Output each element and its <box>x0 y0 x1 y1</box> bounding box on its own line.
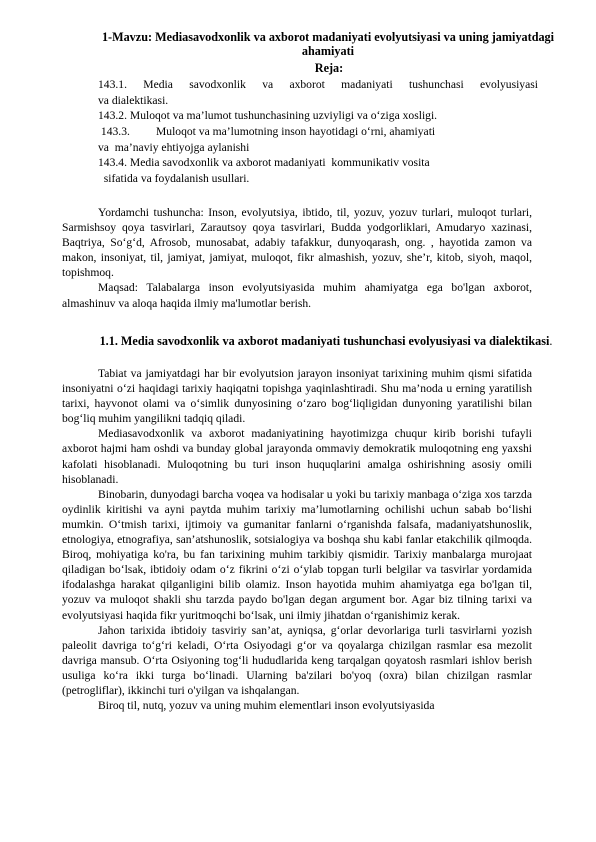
plan-item-3: 143.3. Muloqot va ma’lumotning inson hayotidagi o‘rni, ahamiyati <box>98 125 436 139</box>
document-title: 1-Mavzu: Mediasavodxonlik va axborot madaniyati evolyutsiyasi va uning jamiyatdagi ahamiyati <box>101 30 555 58</box>
section-title <box>96 334 556 348</box>
plan-list <box>98 77 538 187</box>
plan-heading: Reja: <box>314 61 344 75</box>
plan-item-4-cont: sifatida va foydalanish usullari. <box>98 172 250 186</box>
body-paragraph-1: Tabiat va jamiyatdagi har bir evolyutsion jarayon insoniyat tarixining muhim qismi sifatida insoniyatni o‘zi haqidagi tarixiy haqiqatni topishga yaqinlashtiradi. Shu ma’noda u erning yaratilish tarixi, hayvonot olami va o‘simlik dunyosining o‘zaro bog‘liqligidan dunyoning yaratilishi bilan bog‘liq muhim yangilikni tadqiq qiladi. <box>62 367 532 426</box>
plan-item-2: 143.2. Muloqot va ma’lumot tushunchasining uzviyligi va o‘ziga xosligi. <box>98 109 438 123</box>
section-title-dot: . <box>549 334 553 348</box>
auxiliary-section <box>62 205 532 311</box>
section-title-text: 1.1. Media savodxonlik va axborot madaniyati tushunchasi evolyusiyasi va dialektikasi <box>99 334 550 348</box>
body-paragraph-4: Jahon tarixida ibtidoiy tasviriy san’at, ayniqsa, g‘orlar devorlariga turli tasvirlarni yozish paleolit davriga to‘g‘ri keladi, O‘rta Osiyodagi g‘or va qoyalarga chizilgan rasmlar esa mezolit davriga mansub. O‘rta Osiyoning tog‘li hududlarida keng tarqalgan qoyatosh rasmlari ishlov berish usuliga ko‘ra ikki turga bo‘linadi. Ularning ba'zilari bo'yoq (oxra) bilan chizilgan rasmlar (petrogliflar), ikkinchi turi o'yilgan va ishqalangan. <box>62 623 532 697</box>
section-body <box>62 366 532 713</box>
body-paragraph-3: Binobarin, dunyodagi barcha voqea va hodisalar u yoki bu tarixiy manbaga o‘ziga xos tarzda oydinlik kiritishi va ayni paytda muhim tarixiy ma’lumotlarning ochilishi uchun sabab bo‘lishi mumkin. O‘tmish tarixi, ijtimoiy va gumanitar fanlarni o‘rganishda falsafa, madaniyatshunoslik, etnologiya, etnografiya, san’atshunoslik, sotsialogiya va boshqa shu kabi fanlar etakchilik qilmoqda. Biroq, mohiyatiga ko'ra, bu fan tarixining muhim tarkibiy qismidir. Tarixiy manbalarga murojaat qiladigan bo‘lsak, ibtidoiy odam o‘z fikrini o‘zi o‘ylab topgan turli belgilar va tasvirlar yordamida ifodalashga harakat qilganligini bilib olamiz. Inson hayotida muhim ahamiyatga ega bo'lgan til, yozuv va muloqot shakli shu tarzda paydo bo'lgan degan argument bor. Agar biz tilning tarixi va evolyutsiyasi haqida fikr yuritmoqchi bo‘lsak, uni ilmiy jihatdan o‘rganishimiz kerak. <box>62 487 532 622</box>
body-paragraph-5: Biroq til, nutq, yozuv va uning muhim elementlari inson evolyutsiyasida <box>98 699 435 713</box>
plan-item-4: 143.4. Media savodxonlik va axborot madaniyati kommunikativ vosita <box>98 156 430 170</box>
plan-item-3-cont: va ma’naviy ehtiyojga aylanishi <box>98 140 250 154</box>
body-paragraph-2: Mediasavodxonlik va axborot madaniyatining hayotimizga chuqur kirib borishi tufayli axborot hajmi ham oshdi va bunday global jarayonda ommaviy demokratik muloqotning eng yaxshi kafolati hisoblanadi. Muloqotning bu turi inson huquqlarini amalga oshirishning asosiy omili hisoblanadi. <box>62 427 532 486</box>
goal-paragraph: Maqsad: Talabalarga inson evolyutsiyasida muhim ahamiyatga ega bo'lgan axborot, almashinuv va aloqa haqida ilmiy ma'lumotlar berish. <box>62 281 532 310</box>
plan-item-1: 143.1. Media savodxonlik va axborot madaniyati tushunchasi evolyusiyasi <box>98 78 538 91</box>
plan-item-1-cont: va dialektikasi. <box>98 93 169 107</box>
auxiliary-concepts-paragraph: Yordamchi tushuncha: Inson, evolyutsiya, ibtido, til, yozuv, yozuv turlari, muloqot turlari, Sarmishsoy qoya tasvirlari, Zarautsoy qoya tasvirlari, Budda yodgorliklari, Amudaryo xazinasi, Baqtriya, So‘g‘d, Afrosob, munosabat, adabiy tafakkur, dunyoqarash, ong. , hayotida zamon va makon, insoniyat, til, jamiyat, jamiyat, muloqot, fikr almashish, yozuv, she’r, kitob, siyoh, maqol, topishmoq. <box>62 206 532 280</box>
